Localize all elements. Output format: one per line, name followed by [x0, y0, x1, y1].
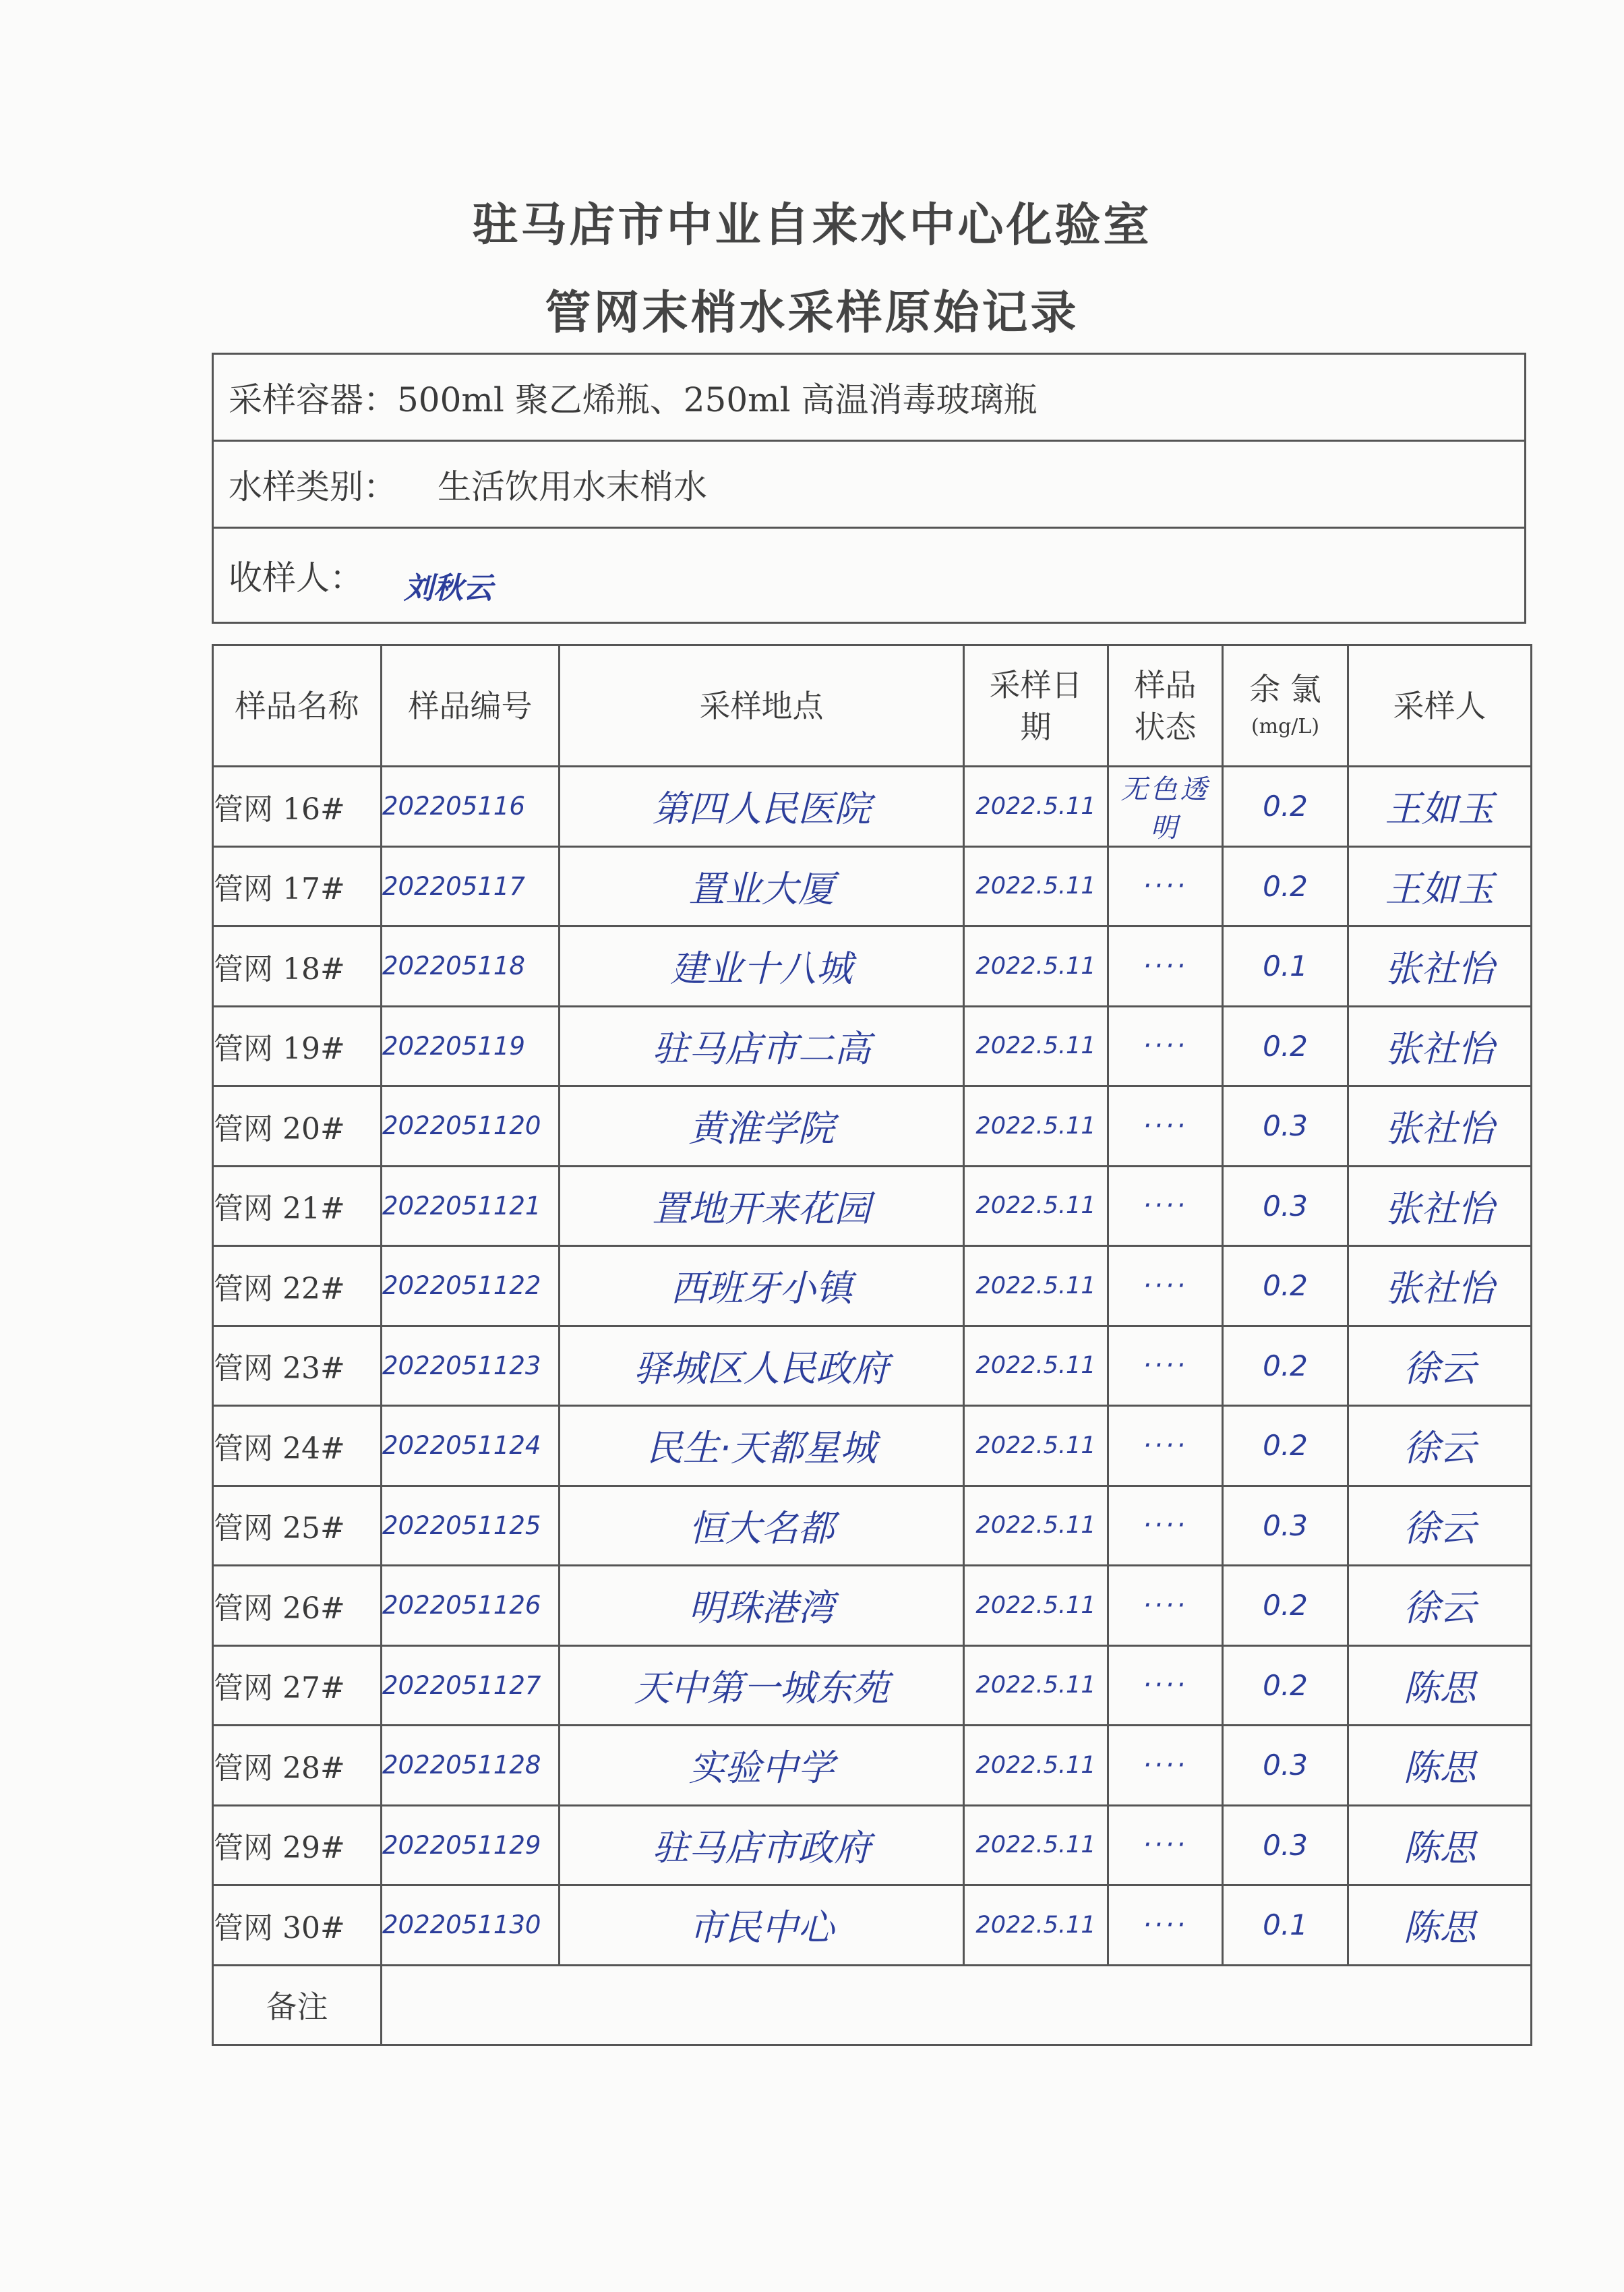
header-date — [964, 645, 1108, 767]
table-row — [213, 1645, 1532, 1726]
sample-state: ···· — [1108, 1406, 1223, 1486]
sample-location: 西班牙小镇 — [560, 1246, 964, 1326]
remark-row — [213, 1965, 1532, 2045]
sample-code: 2022051128 — [382, 1726, 560, 1806]
sample-name: 管网 17# — [213, 846, 382, 927]
sample-state: ···· — [1108, 1805, 1223, 1885]
sample-date: 2022.5.11 — [964, 1726, 1108, 1806]
sample-name: 管网 29# — [213, 1805, 382, 1885]
residual-chlorine: 0.2 — [1223, 1246, 1348, 1326]
residual-chlorine: 0.3 — [1223, 1486, 1348, 1566]
sample-code: 2022051129 — [382, 1805, 560, 1885]
sampler-signature: 徐云 — [1348, 1326, 1532, 1406]
header-person: 采样人 — [1348, 645, 1532, 767]
sample-name: 管网 16# — [213, 767, 382, 847]
sample-state: ···· — [1108, 1726, 1223, 1806]
sample-location: 市民中心 — [560, 1885, 964, 1966]
type-label: 水样类别： — [229, 467, 397, 506]
sample-location: 置地开来花园 — [560, 1166, 964, 1246]
header-location: 采样地点 — [560, 645, 964, 767]
sampler-signature: 王如玉 — [1348, 846, 1532, 927]
table-row — [213, 1166, 1532, 1246]
table-row — [213, 1086, 1532, 1167]
sample-date: 2022.5.11 — [964, 1166, 1108, 1246]
sample-location: 实验中学 — [560, 1726, 964, 1806]
receiver-signature: 刘秋云 — [404, 571, 493, 606]
sample-state: ···· — [1108, 1326, 1223, 1406]
sample-name: 管网 21# — [213, 1166, 382, 1246]
sample-location: 民生·天都星城 — [560, 1406, 964, 1486]
sample-name: 管网 18# — [213, 927, 382, 1007]
sample-state: ···· — [1108, 927, 1223, 1007]
sample-code: 2022051124 — [382, 1406, 560, 1486]
sample-name: 管网 22# — [213, 1246, 382, 1326]
table-row — [213, 927, 1532, 1007]
sample-code: 2022051121 — [382, 1166, 560, 1246]
sample-code: 2022051127 — [382, 1645, 560, 1726]
sample-date: 2022.5.11 — [964, 1006, 1108, 1086]
table-row — [213, 1006, 1532, 1086]
residual-chlorine: 0.2 — [1223, 1645, 1348, 1726]
residual-chlorine: 0.3 — [1223, 1726, 1348, 1806]
container-label: 采样容器： — [229, 380, 397, 419]
sample-location: 恒大名都 — [560, 1486, 964, 1566]
sample-date: 2022.5.11 — [964, 1805, 1108, 1885]
sample-date: 2022.5.11 — [964, 1326, 1108, 1406]
sampler-signature: 陈思 — [1348, 1645, 1532, 1726]
sample-date: 2022.5.11 — [964, 767, 1108, 847]
container-row — [214, 355, 1524, 442]
sample-state: ···· — [1108, 1166, 1223, 1246]
table-header-row — [213, 645, 1532, 767]
sample-name: 管网 27# — [213, 1645, 382, 1726]
header-chlorine-label: 余 氯 — [1249, 670, 1321, 707]
sample-location: 黄淮学院 — [560, 1086, 964, 1167]
sample-code: 2022051126 — [382, 1566, 560, 1646]
sample-location: 明珠港湾 — [560, 1566, 964, 1646]
sampling-table — [212, 644, 1532, 2046]
sample-date: 2022.5.11 — [964, 1246, 1108, 1326]
sample-date: 2022.5.11 — [964, 1086, 1108, 1167]
sample-state: ···· — [1108, 846, 1223, 927]
sampler-signature: 徐云 — [1348, 1406, 1532, 1486]
sample-date: 2022.5.11 — [964, 1486, 1108, 1566]
residual-chlorine: 0.2 — [1223, 1326, 1348, 1406]
sample-state: ···· — [1108, 1486, 1223, 1566]
residual-chlorine: 0.1 — [1223, 1885, 1348, 1966]
table-row — [213, 1566, 1532, 1646]
sample-name: 管网 28# — [213, 1726, 382, 1806]
sample-code: 2022051125 — [382, 1486, 560, 1566]
sample-state: ···· — [1108, 1006, 1223, 1086]
sample-code: 2022051123 — [382, 1326, 560, 1406]
container-value: 500ml 聚乙烯瓶、250ml 高温消毒玻璃瓶 — [397, 380, 1037, 419]
sample-name: 管网 23# — [213, 1326, 382, 1406]
sample-date: 2022.5.11 — [964, 1645, 1108, 1726]
residual-chlorine: 0.2 — [1223, 846, 1348, 927]
header-date-line2: 期 — [1020, 708, 1052, 745]
sampler-signature: 张社怡 — [1348, 1246, 1532, 1326]
table-row — [213, 846, 1532, 927]
table-row — [213, 1805, 1532, 1885]
residual-chlorine: 0.2 — [1223, 1566, 1348, 1646]
sampler-signature: 徐云 — [1348, 1486, 1532, 1566]
table-row — [213, 767, 1532, 847]
receiver-row — [214, 529, 1524, 622]
remark-label: 备注 — [213, 1965, 382, 2045]
type-row — [214, 442, 1524, 529]
sample-name: 管网 20# — [213, 1086, 382, 1167]
sample-date: 2022.5.11 — [964, 1566, 1108, 1646]
sample-location: 建业十八城 — [560, 927, 964, 1007]
sample-code: 202205119 — [382, 1006, 560, 1086]
receiver-label: 收样人： — [229, 558, 363, 597]
residual-chlorine: 0.2 — [1223, 1406, 1348, 1486]
sample-location: 驿城区人民政府 — [560, 1326, 964, 1406]
sample-name: 管网 25# — [213, 1486, 382, 1566]
table-row — [213, 1246, 1532, 1326]
sample-code: 2022051130 — [382, 1885, 560, 1966]
table-row — [213, 1885, 1532, 1966]
sampler-signature: 陈思 — [1348, 1726, 1532, 1806]
page-subtitle: 管网末梢水采样原始记录 — [545, 287, 1079, 340]
sampler-signature: 张社怡 — [1348, 1086, 1532, 1167]
table-row — [213, 1726, 1532, 1806]
header-date-line1: 采样日 — [989, 666, 1083, 703]
sample-location: 驻马店市政府 — [560, 1805, 964, 1885]
table-row — [213, 1406, 1532, 1486]
sample-name: 管网 30# — [213, 1885, 382, 1966]
header-state-line2: 状态 — [1134, 708, 1197, 745]
type-value: 生活饮用水末梢水 — [438, 467, 707, 506]
sampler-signature: 张社怡 — [1348, 927, 1532, 1007]
sampler-signature: 张社怡 — [1348, 1006, 1532, 1086]
sample-code: 2022051120 — [382, 1086, 560, 1167]
sample-state: ···· — [1108, 1086, 1223, 1167]
residual-chlorine: 0.3 — [1223, 1086, 1348, 1167]
sample-location: 天中第一城东苑 — [560, 1645, 964, 1726]
sample-location: 驻马店市二高 — [560, 1006, 964, 1086]
table-row — [213, 1326, 1532, 1406]
table-row — [213, 1486, 1532, 1566]
sample-code: 202205117 — [382, 846, 560, 927]
sample-state: ···· — [1108, 1566, 1223, 1646]
residual-chlorine: 0.3 — [1223, 1166, 1348, 1246]
sample-state: ···· — [1108, 1246, 1223, 1326]
sample-date: 2022.5.11 — [964, 846, 1108, 927]
sample-location: 第四人民医院 — [560, 767, 964, 847]
sample-name: 管网 26# — [213, 1566, 382, 1646]
sample-info-box — [212, 353, 1526, 624]
residual-chlorine: 0.3 — [1223, 1805, 1348, 1885]
page-title: 驻马店市中业自来水中心化验室 — [472, 199, 1152, 252]
sample-name: 管网 24# — [213, 1406, 382, 1486]
sample-date: 2022.5.11 — [964, 927, 1108, 1007]
sample-name: 管网 19# — [213, 1006, 382, 1086]
sample-code: 202205116 — [382, 767, 560, 847]
sample-state: 无色透明 — [1108, 767, 1223, 847]
sampler-signature: 陈思 — [1348, 1885, 1532, 1966]
remark-value — [382, 1965, 1532, 2045]
sample-code: 2022051122 — [382, 1246, 560, 1326]
sample-date: 2022.5.11 — [964, 1406, 1108, 1486]
sample-state: ···· — [1108, 1885, 1223, 1966]
header-chlorine — [1223, 645, 1348, 767]
sampler-signature: 陈思 — [1348, 1805, 1532, 1885]
sample-date: 2022.5.11 — [964, 1885, 1108, 1966]
header-code: 样品编号 — [382, 645, 560, 767]
residual-chlorine: 0.2 — [1223, 767, 1348, 847]
header-name: 样品名称 — [213, 645, 382, 767]
sampler-signature: 张社怡 — [1348, 1166, 1532, 1246]
header-chlorine-unit: (mg/L) — [1251, 714, 1320, 738]
header-state-line1: 样品 — [1134, 666, 1197, 703]
sample-location: 置业大厦 — [560, 846, 964, 927]
header-state — [1108, 645, 1223, 767]
residual-chlorine: 0.2 — [1223, 1006, 1348, 1086]
sample-state: ···· — [1108, 1645, 1223, 1726]
sampler-signature: 王如玉 — [1348, 767, 1532, 847]
residual-chlorine: 0.1 — [1223, 927, 1348, 1007]
sample-code: 202205118 — [382, 927, 560, 1007]
sampler-signature: 徐云 — [1348, 1566, 1532, 1646]
